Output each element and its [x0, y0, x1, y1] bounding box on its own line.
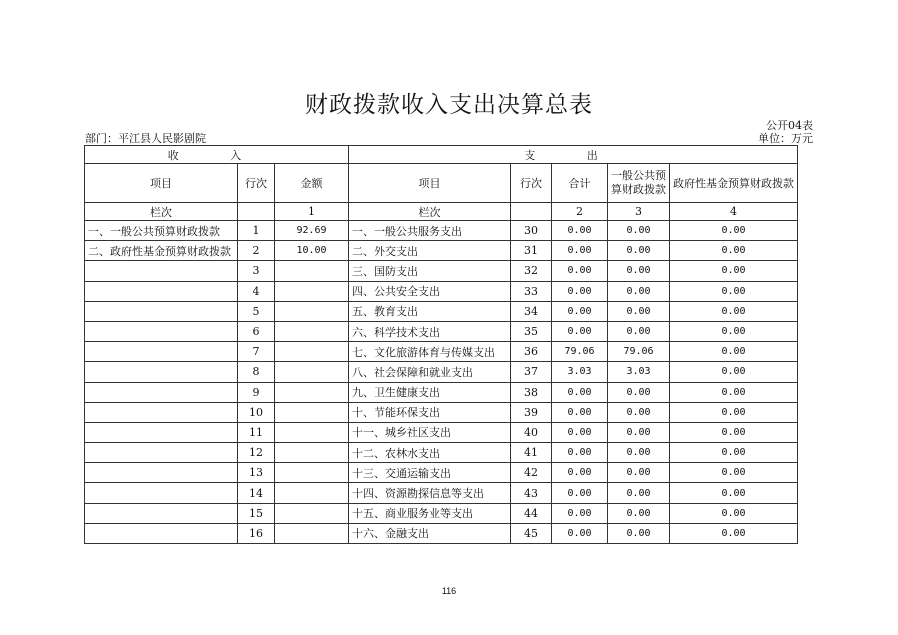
- expense-fund-cell: 0.00: [670, 261, 798, 281]
- expense-line-cell: 36: [511, 342, 552, 362]
- expense-item-cell: 十、节能环保支出: [349, 402, 511, 422]
- income-amount-cell: 92.69: [275, 221, 349, 241]
- column-header-row: [85, 164, 798, 203]
- table-row: [85, 443, 798, 463]
- expense-line-cell: 40: [511, 422, 552, 442]
- income-item-cell: [85, 261, 238, 281]
- income-item-cell: 一、一般公共预算财政拨款: [85, 221, 238, 241]
- expense-item-cell: 八、社会保障和就业支出: [349, 362, 511, 382]
- expense-line-cell: 30: [511, 221, 552, 241]
- expense-general-cell: 0.00: [608, 402, 670, 422]
- expense-total-cell: 0.00: [552, 523, 608, 543]
- income-item-cell: [85, 382, 238, 402]
- income-line-cell: 8: [238, 362, 275, 382]
- income-caption-line: [238, 203, 275, 221]
- expense-fund-cell: 0.00: [670, 402, 798, 422]
- table-row: [85, 362, 798, 382]
- income-amount-cell: [275, 301, 349, 321]
- table-row: [85, 301, 798, 321]
- expense-fund-cell: 0.00: [670, 321, 798, 341]
- income-line-cell: 11: [238, 422, 275, 442]
- expense-total-cell: 79.06: [552, 342, 608, 362]
- expense-item-cell: 九、卫生健康支出: [349, 382, 511, 402]
- expense-caption-label: 栏次: [349, 203, 511, 221]
- expense-general-cell: 0.00: [608, 241, 670, 261]
- expense-fund-cell: 0.00: [670, 443, 798, 463]
- income-item-cell: [85, 443, 238, 463]
- expense-fund-cell: 0.00: [670, 422, 798, 442]
- table-row: [85, 422, 798, 442]
- expense-line-cell: 32: [511, 261, 552, 281]
- income-amount-cell: [275, 321, 349, 341]
- income-line-cell: 9: [238, 382, 275, 402]
- expense-line-cell: 38: [511, 382, 552, 402]
- expense-line-cell: 31: [511, 241, 552, 261]
- expense-line-cell: 37: [511, 362, 552, 382]
- income-item-cell: [85, 402, 238, 422]
- expense-item-cell: 五、教育支出: [349, 301, 511, 321]
- expense-item-cell: 七、文化旅游体育与传媒支出: [349, 342, 511, 362]
- table-row: [85, 382, 798, 402]
- income-item-cell: [85, 503, 238, 523]
- income-line-cell: 4: [238, 281, 275, 301]
- income-amount-cell: [275, 443, 349, 463]
- income-item-cell: [85, 523, 238, 543]
- expense-total-cell: 0.00: [552, 463, 608, 483]
- income-line-cell: 1: [238, 221, 275, 241]
- income-line-cell: 10: [238, 402, 275, 422]
- income-item-cell: [85, 483, 238, 503]
- expense-general-cell: 0.00: [608, 281, 670, 301]
- table-row: [85, 261, 798, 281]
- income-item-cell: [85, 301, 238, 321]
- income-amount-cell: [275, 422, 349, 442]
- expense-total-cell: 0.00: [552, 301, 608, 321]
- expense-general-cell: 0.00: [608, 382, 670, 402]
- expense-section-header: 支 出: [349, 146, 798, 164]
- income-item-cell: 二、政府性基金预算财政拨款: [85, 241, 238, 261]
- caption-row: [85, 203, 798, 221]
- income-amount-cell: [275, 463, 349, 483]
- expense-item-cell: 十二、农林水支出: [349, 443, 511, 463]
- income-line-cell: 7: [238, 342, 275, 362]
- income-amount-cell: [275, 362, 349, 382]
- income-amount-cell: [275, 342, 349, 362]
- expense-fund-cell: 0.00: [670, 382, 798, 402]
- expense-fund-cell: 0.00: [670, 362, 798, 382]
- expense-fund-cell: 0.00: [670, 463, 798, 483]
- budget-table: [84, 145, 798, 544]
- expense-item-cell: 十一、城乡社区支出: [349, 422, 511, 442]
- page-title: 财政拨款收入支出决算总表: [305, 92, 593, 118]
- income-line-cell: 16: [238, 523, 275, 543]
- page-number: 116: [441, 586, 457, 596]
- income-amount-cell: [275, 261, 349, 281]
- expense-general-cell: 0.00: [608, 503, 670, 523]
- expense-item-cell: 三、国防支出: [349, 261, 511, 281]
- income-caption-label: 栏次: [85, 203, 238, 221]
- income-item-cell: [85, 362, 238, 382]
- income-amount-cell: [275, 503, 349, 523]
- expense-total-cell: 0.00: [552, 422, 608, 442]
- expense-item-cell: 四、公共安全支出: [349, 281, 511, 301]
- expense-total-cell: 0.00: [552, 281, 608, 301]
- table-row: [85, 321, 798, 341]
- expense-fund-cell: 0.00: [670, 241, 798, 261]
- income-line-cell: 6: [238, 321, 275, 341]
- expense-item-cell: 十四、资源勘探信息等支出: [349, 483, 511, 503]
- expense-general-cell: 0.00: [608, 301, 670, 321]
- income-line-cell: 2: [238, 241, 275, 261]
- income-line-cell: 12: [238, 443, 275, 463]
- fund-caption: 4: [670, 203, 798, 221]
- expense-item-cell: 六、科学技术支出: [349, 321, 511, 341]
- expense-line-cell: 44: [511, 503, 552, 523]
- expense-general-cell: 0.00: [608, 261, 670, 281]
- table-row: [85, 241, 798, 261]
- income-caption-amount: 1: [275, 203, 349, 221]
- expense-total-cell: 0.00: [552, 402, 608, 422]
- income-line-cell: 15: [238, 503, 275, 523]
- table-row: [85, 402, 798, 422]
- expense-fund-cell: 0.00: [670, 301, 798, 321]
- expense-item-cell: 一、一般公共服务支出: [349, 221, 511, 241]
- expense-total-cell: 0.00: [552, 382, 608, 402]
- income-section-header: 收 入: [85, 146, 349, 164]
- income-amount-cell: [275, 281, 349, 301]
- income-amount-cell: [275, 523, 349, 543]
- table-row: [85, 221, 798, 241]
- income-amount-cell: [275, 483, 349, 503]
- expense-line-cell: 33: [511, 281, 552, 301]
- expense-total-cell: 0.00: [552, 221, 608, 241]
- expense-fund-cell: 0.00: [670, 281, 798, 301]
- expense-general-header: 一般公共预算财政拨款: [608, 164, 670, 203]
- income-line-cell: 3: [238, 261, 275, 281]
- expense-fund-cell: 0.00: [670, 221, 798, 241]
- expense-total-cell: 3.03: [552, 362, 608, 382]
- income-item-cell: [85, 422, 238, 442]
- expense-general-cell: 0.00: [608, 523, 670, 543]
- department-label: 部门：平江县人民影剧院: [85, 132, 206, 145]
- expense-fund-cell: 0.00: [670, 503, 798, 523]
- form-number: 公开04表: [766, 119, 813, 132]
- unit-label: 单位：万元: [758, 132, 813, 145]
- section-header-row: [85, 146, 798, 164]
- expense-general-cell: 0.00: [608, 443, 670, 463]
- general-caption: 3: [608, 203, 670, 221]
- income-amount-header: 金额: [275, 164, 349, 203]
- expense-general-cell: 79.06: [608, 342, 670, 362]
- expense-fund-cell: 0.00: [670, 483, 798, 503]
- income-item-header: 项目: [85, 164, 238, 203]
- expense-fund-cell: 0.00: [670, 523, 798, 543]
- expense-fund-header: 政府性基金预算财政拨款: [670, 164, 798, 203]
- table-row: [85, 503, 798, 523]
- income-amount-cell: [275, 402, 349, 422]
- income-item-cell: [85, 281, 238, 301]
- income-item-cell: [85, 463, 238, 483]
- expense-item-header: 项目: [349, 164, 511, 203]
- total-caption: 2: [552, 203, 608, 221]
- expense-general-cell: 0.00: [608, 483, 670, 503]
- income-amount-cell: [275, 382, 349, 402]
- expense-item-cell: 十五、商业服务业等支出: [349, 503, 511, 523]
- income-line-cell: 14: [238, 483, 275, 503]
- expense-line-cell: 39: [511, 402, 552, 422]
- expense-line-cell: 35: [511, 321, 552, 341]
- expense-line-header: 行次: [511, 164, 552, 203]
- expense-total-cell: 0.00: [552, 503, 608, 523]
- expense-line-cell: 41: [511, 443, 552, 463]
- expense-item-cell: 十六、金融支出: [349, 523, 511, 543]
- expense-item-cell: 二、外交支出: [349, 241, 511, 261]
- expense-fund-cell: 0.00: [670, 342, 798, 362]
- expense-total-cell: 0.00: [552, 443, 608, 463]
- expense-line-cell: 34: [511, 301, 552, 321]
- expense-total-cell: 0.00: [552, 483, 608, 503]
- income-line-cell: 13: [238, 463, 275, 483]
- expense-general-cell: 0.00: [608, 321, 670, 341]
- table-row: [85, 523, 798, 543]
- expense-general-cell: 0.00: [608, 463, 670, 483]
- expense-total-cell: 0.00: [552, 241, 608, 261]
- expense-line-cell: 43: [511, 483, 552, 503]
- expense-total-cell: 0.00: [552, 321, 608, 341]
- expense-general-cell: 3.03: [608, 362, 670, 382]
- expense-total-cell: 0.00: [552, 261, 608, 281]
- income-item-cell: [85, 321, 238, 341]
- table-row: [85, 342, 798, 362]
- income-amount-cell: 10.00: [275, 241, 349, 261]
- income-line-header: 行次: [238, 164, 275, 203]
- expense-caption-line: [511, 203, 552, 221]
- income-item-cell: [85, 342, 238, 362]
- table-row: [85, 483, 798, 503]
- expense-line-cell: 45: [511, 523, 552, 543]
- income-line-cell: 5: [238, 301, 275, 321]
- expense-general-cell: 0.00: [608, 422, 670, 442]
- table-row: [85, 463, 798, 483]
- expense-item-cell: 十三、交通运输支出: [349, 463, 511, 483]
- table-row: [85, 281, 798, 301]
- expense-total-header: 合计: [552, 164, 608, 203]
- expense-line-cell: 42: [511, 463, 552, 483]
- expense-general-cell: 0.00: [608, 221, 670, 241]
